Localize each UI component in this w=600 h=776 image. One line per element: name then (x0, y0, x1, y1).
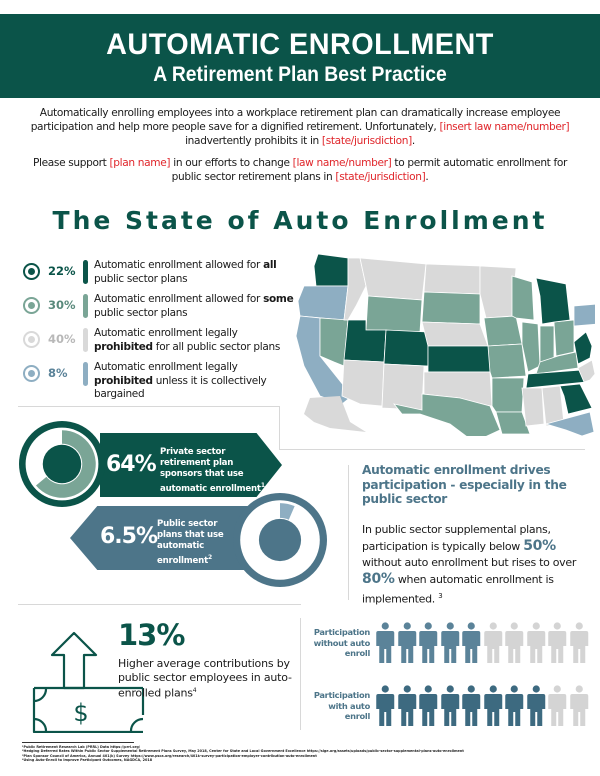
person-icon (547, 685, 568, 727)
person-icon (418, 622, 439, 664)
legend-color-bar (83, 362, 88, 386)
person-icon (504, 622, 525, 664)
state-shape (554, 320, 574, 356)
person-icon (569, 685, 590, 727)
map-legend (22, 259, 294, 400)
state-shape (384, 330, 428, 366)
pictograph-row-without (375, 622, 589, 664)
us-state-map (290, 246, 595, 436)
person-icon (397, 622, 418, 664)
footnote-1: ¹Public Retirement Research Lab (PRRL) Data https://prrl.org/ (22, 745, 141, 749)
footnotes (22, 745, 597, 763)
intro-paragraph-1: Automatically enrolling employees into a workplace retirement plan can dramatically increase employee participation and help more people save for a dignified retirement. Unfortunately, [insert law name/number] inadvertently prohibits it in [state/jurisdiction]. (30, 107, 570, 147)
legend-percent: 8% (48, 366, 68, 380)
person-icon (483, 685, 504, 727)
state-shape (536, 278, 570, 324)
person-icon (397, 685, 418, 727)
public-sector-donut-chart (232, 492, 328, 588)
divider (18, 604, 301, 605)
state-shape (314, 254, 348, 286)
state-shape (422, 292, 480, 324)
person-icon (526, 685, 547, 727)
radio-indicator-icon (23, 263, 40, 280)
state-shape (480, 266, 516, 318)
placeholder-text: [law name/number] (292, 157, 392, 169)
header-banner (0, 14, 600, 98)
radio-indicator-icon (23, 297, 40, 314)
state-shape (428, 346, 490, 372)
intro-text (22, 106, 578, 192)
footnote-4: ⁴Using Auto-Enroll to Improve Participant Outcomes, NAGDCA, 2018 (22, 758, 153, 763)
footnote-rule (22, 742, 134, 743)
legend-item (22, 361, 292, 400)
pictograph-label-without: Participation without auto enroll (313, 627, 370, 658)
person-icon (547, 622, 568, 664)
page-title: AUTOMATIC ENROLLMENT (106, 28, 494, 61)
state-shape (512, 276, 534, 320)
state-shape (360, 258, 426, 300)
state-shape (484, 316, 522, 346)
legend-item (22, 293, 292, 327)
legend-percent: 22% (48, 264, 76, 278)
footnote-2: ²Hedging Deferred Rates Within Public Sector Supplemental Retirement Plans Survey, May 2018, Center for State and Local Government Excellence https://slge.org/assets/uploads/public-sector-supplemental-plans-auto-enrollment (22, 749, 464, 754)
state-shape (424, 264, 480, 294)
state-shape (298, 286, 348, 320)
legend-text: Automatic enrollment legally prohibited unless it is collectively bargained (94, 361, 267, 400)
placeholder-text: [insert law name/number] (439, 121, 570, 133)
participation-heading: Automatic enrollment drives participation - especially in the public sector (362, 463, 567, 506)
legend-text: Automatic enrollment allowed for some public sector plans (94, 293, 294, 319)
person-icon (461, 685, 482, 727)
placeholder-text: [plan name] (109, 157, 171, 169)
divider (18, 406, 280, 407)
legend-text: Automatic enrollment allowed for all public sector plans (94, 259, 277, 285)
pictograph-row-with (375, 685, 589, 727)
state-shape (560, 384, 592, 414)
state-shape (492, 378, 524, 412)
placeholder-text: [state/jurisdiction] (335, 171, 426, 183)
legend-percent: 30% (48, 298, 76, 312)
participation-body: In public sector supplemental plans, participation is typically below 50% without auto enrollment but rises to over 80% when automatic enrollment is implemented. $^3$ (362, 523, 577, 606)
highlight-80: 80% (362, 571, 395, 587)
private-sector-label: Private sector retirement plan sponsors that use automatic enrollment$^1$ (160, 447, 265, 494)
person-icon (418, 685, 439, 727)
person-icon (483, 622, 504, 664)
legend-item (22, 327, 292, 361)
state-shape (342, 360, 384, 406)
legend-percent: 40% (48, 332, 76, 346)
state-shape (522, 388, 544, 426)
legend-item (22, 259, 292, 293)
page-subtitle: A Retirement Plan Best Practice (153, 63, 447, 86)
person-icon (526, 622, 547, 664)
divider (348, 465, 349, 600)
legend-text: Automatic enrollment legally prohibited for all public sector plans (94, 327, 281, 353)
legend-color-bar (83, 294, 88, 318)
private-sector-donut-chart (18, 420, 106, 508)
state-shape (422, 322, 488, 346)
person-icon (440, 622, 461, 664)
divider (279, 406, 280, 450)
state-shape (366, 296, 422, 332)
private-sector-percent: 64% (106, 452, 156, 477)
intro-paragraph-2: Please support [plan name] in our efforts to change [law name/number] to permit automatic enrollment for public sector retirement plans in [state/jurisdiction]. (32, 157, 568, 183)
state-shape (488, 344, 526, 378)
footnote-3: ³Plan Sponsor Council of America, Annual 401(k) Survey https://www.psca.org/research/401k-survey-participation-employer-contribution-auto-enrollment (22, 753, 317, 758)
legend-color-bar (83, 328, 88, 352)
public-sector-label: Public sector plans that use automatic enrollment$^2$ (157, 519, 224, 566)
radio-indicator-icon (23, 365, 40, 382)
state-shape (574, 304, 595, 326)
radio-indicator-icon (23, 331, 40, 348)
contributions-percent: 13% (118, 618, 185, 652)
person-icon (375, 685, 396, 727)
person-icon (375, 622, 396, 664)
person-icon (461, 622, 482, 664)
divider (280, 449, 585, 450)
person-icon (569, 622, 590, 664)
divider (300, 618, 301, 730)
section-title-state: The State of Auto Enrollment (52, 206, 548, 235)
highlight-50: 50% (523, 538, 556, 554)
public-sector-percent: 6.5% (100, 524, 158, 549)
person-icon (504, 685, 525, 727)
state-shape (382, 364, 424, 410)
contributions-text: Higher average contributions by public sector employees in auto-enrolled plans$^4$ (118, 657, 292, 700)
pictograph-label-with: Participation with auto enroll (313, 690, 370, 721)
person-icon (440, 685, 461, 727)
placeholder-text: [state/jurisdiction] (321, 135, 412, 147)
svg-text:$: $ (73, 699, 89, 727)
legend-color-bar (83, 260, 88, 284)
